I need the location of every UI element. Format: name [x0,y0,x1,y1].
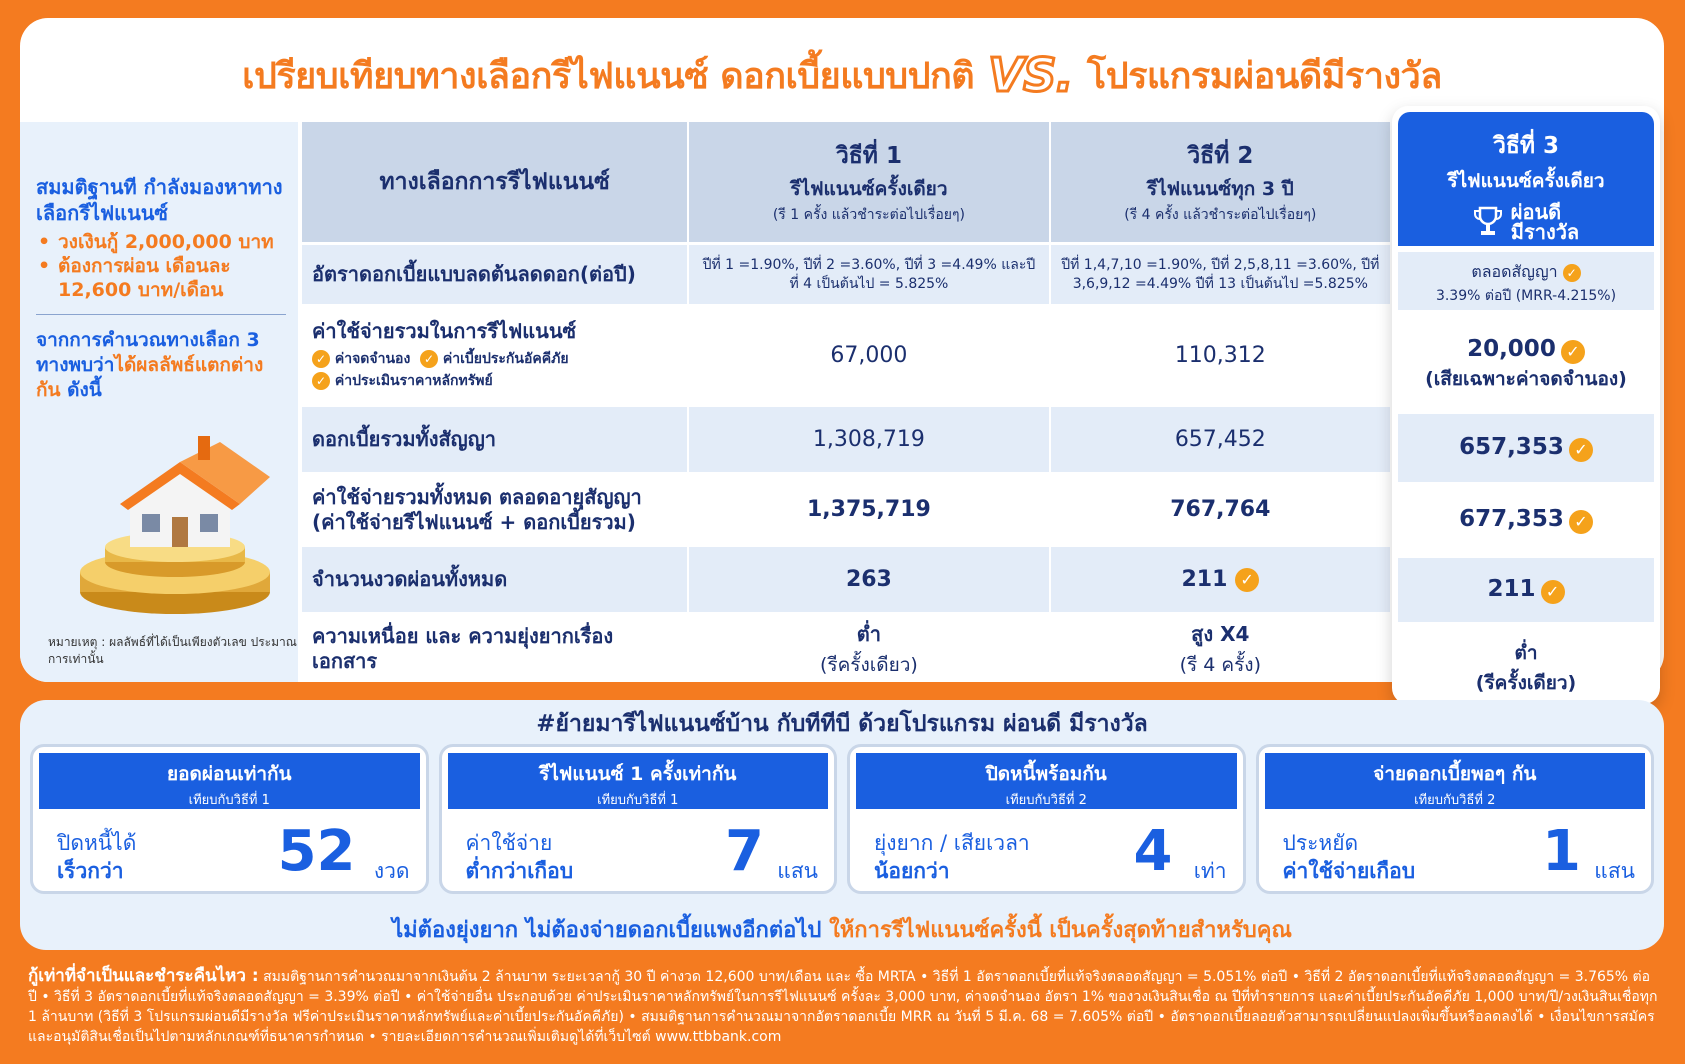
cost-items [312,348,677,392]
interest-method-2: 657,452 [1051,404,1390,472]
method-2-subtitle: รีไฟแนนซ์ทุก 3 ปี [1146,178,1294,200]
benefit-number: 52 [277,819,356,884]
disclaimer-note: หมายเหตุ : ผลลัพธ์ที่ได้เป็นเพียงตัวเลข ประมาณการเท่านั้น [48,635,297,666]
benefit-title: จ่ายดอกเบี้ยพอๆ กัน [1373,763,1537,785]
check-icon: ✓ [1541,580,1565,604]
benefit-subtitle: เทียบกับวิธีที่ 1 [188,793,270,808]
benefit-label-line1: ปิดหนี้ได้ [57,831,137,855]
benefit-label [1283,829,1416,885]
method-3-interest [1398,414,1654,482]
benefit-card [30,744,429,894]
rate-label: อัตราดอกเบี้ยแบบลดต้นลดดอก(ต่อปี) [302,242,687,304]
fine-print [28,966,1658,1047]
method-3-cost-note: (เสียเฉพาะค่าจดจำนอง) [1425,367,1627,390]
method-3-effort [1398,626,1654,698]
check-icon: ✓ [1569,438,1593,462]
benefit-number: 4 [1133,819,1173,884]
cost-item: ค่าเบี้ยประกันอัคคีภัย [442,351,569,367]
comparison-table [300,122,1392,682]
method-3-rate-line1: ตลอดสัญญา [1471,262,1558,281]
effort-method-1: ต่ำ [856,621,882,646]
result-post: ดังนี้ [60,379,102,401]
benefit-header [1265,753,1646,809]
reward-badge [1398,202,1654,242]
total-label-note: (ค่าใช้จ่ายรีไฟแนนซ์ + ดอกเบี้ยรวม) [312,509,636,534]
headline [20,40,1664,110]
check-icon: ✓ [312,372,330,390]
method-3-cost-value-cell [1398,336,1654,364]
tagline-pre: ไม่ต้องยุ่งยาก ไม่ต้องจ่ายดอกเบี้ยแพงอีกต่อไป [392,918,830,943]
header-method-1 [689,122,1048,242]
benefit-label [57,829,136,885]
benefit-unit: แสน [777,859,818,883]
benefit-number: 7 [725,819,764,884]
table-row [302,304,1390,404]
total-label-cell [302,472,687,544]
cost-label-cell [302,304,687,404]
check-icon: ✓ [1569,510,1593,534]
benefits-row [30,744,1654,894]
assumption-title: สมมติฐานที กำลังมองหาทางเลือกรีไฟแนนซ์ [36,175,283,225]
benefit-label-line2: ค่าใช้จ่ายเกือบ [1282,859,1416,883]
reward-badge-text [1511,202,1579,242]
benefit-card [847,744,1246,894]
result-text [36,328,286,403]
method-3-rate [1398,252,1654,310]
rate-method-1: ปีที่ 1 =1.90%, ปีที่ 2 =3.60%, ปีที่ 3 =4.49% และปีที่ 4 เป็นต้นไป = 5.825% [689,242,1048,304]
assumption-installment: • ต้องการผ่อน เดือนละ 12,600 บาท/เดือน [36,254,298,302]
table-row [302,544,1390,612]
headline-right: โปรแกรมผ่อนดีมีรางวัล [1086,55,1442,97]
method-1-note: (รี 1 ครั้ง แล้วชำระต่อไปเรื่อยๆ) [772,207,965,223]
tagline-highlight: ให้การรีไฟแนนซ์ครั้งนี้ เป็นครั้งสุดท้ายสำหรับคุณ [829,918,1292,943]
effort-method-2-sub: (รี 4 ครั้ง) [1179,653,1261,676]
total-method-2: 767,764 [1051,472,1390,544]
result-pre: จากการคำนวณทางเลือก 3 ทางพบว่า [36,329,260,376]
table-row [302,404,1390,472]
effort-label: ความเหนื่อย และ ความยุ่งยากเรื่องเอกสาร [302,612,687,682]
benefit-label-line1: ประหยัด [1282,831,1359,855]
benefit-header [448,753,829,809]
header-method-2 [1051,122,1390,242]
benefit-title: รีไฟแนนซ์ 1 ครั้งเท่ากัน [539,763,737,785]
method-3-header [1398,112,1654,246]
table-row [302,612,1390,682]
assumption-bullets [36,230,298,302]
cost-item: ค่าจดจำนอง [334,351,411,367]
assumption-loan: • วงเงินกู้ 2,000,000 บาท [36,230,298,254]
benefit-unit: งวด [373,859,410,883]
benefit-label-line2: เร็วกว่า [57,859,124,883]
installments-method-2: 211 [1181,567,1228,592]
benefit-label [874,829,1030,885]
result-highlight: ได้ผลลัพธ์แตกต่างกัน [36,354,264,401]
cost-item: ค่าประเมินราคาหลักทรัพย์ [334,373,493,389]
method-3-subtitle: รีไฟแนนซ์ครั้งเดียว [1447,170,1605,192]
method-2-title: วิธีที่ 2 [1187,143,1254,169]
interest-method-1: 1,308,719 [689,404,1048,472]
divider [36,314,286,315]
cost-label: ค่าใช้จ่ายรวมในการรีไฟแนนซ์ [312,319,577,343]
method-2-note: (รี 4 ครั้ง แล้วชำระต่อไปเรื่อยๆ) [1124,207,1317,223]
benefit-label-line1: ค่าใช้จ่าย [465,831,553,855]
method-3-total [1398,486,1654,554]
cost-method-1: 67,000 [689,304,1048,404]
installments-method-2-cell [1051,544,1390,612]
benefit-title: ยอดผ่อนเท่ากัน [166,763,292,785]
trophy-icon [1473,205,1503,239]
benefit-unit: เท่า [1193,859,1227,883]
interest-label: ดอกเบี้ยรวมทั้งสัญญา [302,404,687,472]
method-1-title: วิธีที่ 1 [835,143,902,169]
benefit-subtitle: เทียบกับวิธีที่ 2 [1005,793,1087,808]
method-3-total-value: 677,353 [1459,506,1564,532]
method-3-effort-sub: (รีครั้งเดียว) [1475,672,1577,694]
effort-method-2-cell [1051,612,1390,682]
benefit-subtitle: เทียบกับวิธีที่ 2 [1414,793,1496,808]
benefit-card [439,744,838,894]
effort-method-1-sub: (รีครั้งเดียว) [819,653,918,676]
fine-print-text: สมมติฐานการคำนวณมาจากเงินต้น 2 ล้านบาท ระยะเวลากู้ 30 ปี ค่างวด 12,600 บาท/เดือน และ ซื้อ MRTA • วิธีที่ 1 อัตราดอกเบี้ยที่แท้จริงตลอดสัญญา = 5.051% ต่อปี • วิธีที่ 2 อัตราดอกเบี้ยที่แท้จริงตลอดสัญญา = 3.765% ต่อปี • วิธีที่ 3 อัตราดอกเบี้ยที่แท้จริงตลอดสัญญา = 3.39% ต่อปี • ค่าใช้จ่ายอื่น ประกอบด้วย ค่าประเมินราคาหลักทรัพย์ในการรีไฟแนนซ์ ครั้งละ 3,000 บาท, ค่าจดจำนอง อัตรา 1% ของวงเงินสินเชื่อ ณ ปีที่ทำรายการ และค่าเบี้ยประกันอัคคีภัย 1,000 บาท/ปี/วงเงินสินเชื่อทุก 1 ล้านบาท (วิธีที่ 3 โปรแกรมผ่อนดีมีรางวัล ฟรีค่าประเมินราคาหลักทรัพย์และค่าเบี้ยประกันอัคคีภัย) • สมมติฐานการคำนวณมาจากอัตราดอกเบี้ย MRR ณ วันที่ 5 มี.ค. 68 = 7.605% ต่อปี • อัตราดอกเบี้ยลอยตัวสามารถเปลี่ยนแปลงเพิ่มขึ้นหรือลดลงได้ • เงื่อนไขการสมัครและอนุมัติสินเชื่อเป็นไปตามหลักเกณฑ์ที่ธนาคารกำหนด • รายละเอียดการคำนวณเพิ่มเติมดูได้ที่เว็บไซต์ www.ttbbank.com [28,969,1658,1045]
header-label: ทางเลือกการรีไฟแนนซ์ [302,122,687,242]
tagline [20,912,1664,947]
benefit-header [39,753,420,809]
rate-method-2: ปีที่ 1,4,7,10 =1.90%, ปีที่ 2,5,8,11 =3.60%, ปีที่ 3,6,9,12 =4.49% ปีที่ 13 เป็นต้นไป =5.825% [1051,242,1390,304]
installments-label: จำนวนงวดผ่อนทั้งหมด [302,544,687,612]
benefit-number: 1 [1542,819,1581,884]
effort-method-1-cell [689,612,1048,682]
house-on-coin-illustration [70,422,280,622]
assumption-panel [20,122,298,682]
method-3-installments-value: 211 [1487,576,1536,602]
check-icon: ✓ [420,350,438,368]
method-3-interest-value: 657,353 [1459,434,1564,460]
effort-method-2: สูง X4 [1191,621,1250,646]
total-method-1: 1,375,719 [689,472,1048,544]
table-header-row [302,122,1390,242]
check-icon: ✓ [312,350,330,368]
check-icon: ✓ [1235,568,1259,592]
benefit-label-line1: ยุ่งยาก / เสียเวลา [874,831,1030,855]
method-3-rate-line1-cell [1398,260,1654,285]
benefit-label [466,829,574,885]
cost-method-2: 110,312 [1051,304,1390,404]
installments-method-1: 263 [689,544,1048,612]
method-3-installments [1398,558,1654,622]
benefit-label-line2: ต่ำกว่าเกือบ [465,859,574,883]
table-row [302,242,1390,304]
method-3-title: วิธีที่ 3 [1492,133,1560,159]
method-3-column [1392,106,1660,704]
method-3-cost-value: 20,000 [1467,336,1556,362]
method-3-cost [1398,314,1654,410]
method-1-subtitle: รีไฟแนนซ์ครั้งเดียว [790,178,948,200]
check-icon: ✓ [1561,340,1585,364]
vs-badge: VS. [988,48,1073,102]
benefit-label-line2: น้อยกว่า [874,859,950,883]
fine-print-lead: กู้เท่าที่จำเป็นและชำระคืนไหว : [28,966,259,986]
benefit-subtitle: เทียบกับวิธีที่ 1 [597,793,679,808]
table-row [302,472,1390,544]
benefit-unit: แสน [1594,859,1635,883]
reward-badge-line1: ผ่อนดี [1510,200,1562,224]
benefit-title: ปิดหนี้พร้อมกัน [985,763,1107,785]
reward-badge-line2: มีรางวัล [1510,220,1580,244]
benefit-card [1256,744,1655,894]
benefit-header [856,753,1237,809]
method-3-effort-value: ต่ำ [1514,642,1538,664]
total-label: ค่าใช้จ่ายรวมทั้งหมด ตลอดอายุสัญญา [312,484,642,509]
check-icon: ✓ [1563,264,1581,282]
benefits-title: #ย้ายมารีไฟแนนซ์บ้าน กับทีทีบี ด้วยโปรแกรม ผ่อนดี มีรางวัล [536,711,1148,737]
method-3-rate-line2: 3.39% ต่อปี (MRR-4.215%) [1435,288,1617,304]
headline-left: เปรียบเทียบทางเลือกรีไฟแนนซ์ ดอกเบี้ยแบบปกติ [242,55,975,97]
